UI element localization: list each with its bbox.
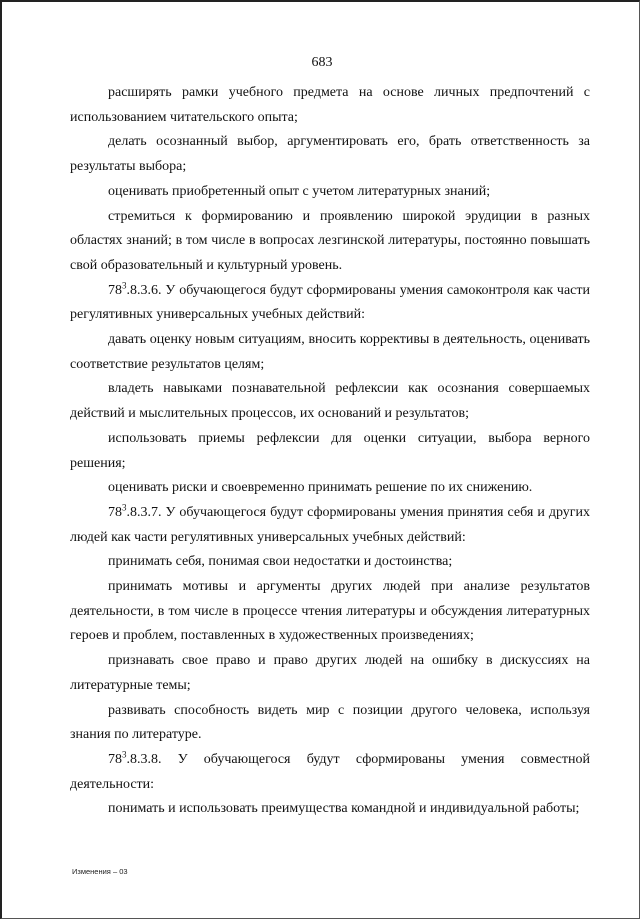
paragraph: понимать и использовать преимущества командной и индивидуальной работы; xyxy=(108,801,580,817)
paragraph: стремиться к формированию и проявлению широкой эрудиции в разных областях знаний; в том числе в вопросах лезгинской литературы, постоянно повышать свой образовательный и культурный уровень. xyxy=(70,208,590,273)
section-number: 78 xyxy=(108,751,122,767)
paragraph: использовать приемы рефлексии для оценки ситуации, выбора верного решения; xyxy=(70,430,590,471)
body-text xyxy=(70,81,590,822)
paragraph: оценивать риски и своевременно принимать решение по их снижению. xyxy=(108,480,533,496)
paragraph-section-heading: $78^3.8.3.8$. У обучающегося будут сформированы умения совместной деятельности: xyxy=(70,749,590,792)
section-number: 78 xyxy=(108,282,122,298)
page-number: 683 xyxy=(311,55,333,70)
section-number: 78 xyxy=(108,504,122,520)
paragraph: оценивать приобретенный опыт с учетом литературных знаний; xyxy=(108,183,491,199)
paragraph: владеть навыками познавательной рефлексии как осознания совершаемых действий и мыслительных процессов, их оснований и результатов; xyxy=(70,381,590,422)
section-number-superscript: 3 xyxy=(122,749,127,760)
section-number-superscript: 3 xyxy=(122,279,127,290)
paragraph: расширять рамки учебного предмета на основе личных предпочтений с использованием читательского опыта; xyxy=(70,85,590,125)
revision-footer: Изменения – 03 xyxy=(72,867,128,876)
paragraph: принимать себя, понимая свои недостатки и достоинства; xyxy=(108,554,453,570)
paragraph: давать оценку новым ситуациям, вносить коррективы в деятельность, оценивать соответствие результатов целям; xyxy=(70,332,590,372)
paragraph-section-heading: $78^3.8.3.7$. У обучающегося будут сформированы умения принятия себя и других людей как части регулятивных универсальных учебных действий: xyxy=(70,502,590,545)
paragraph-section-heading: $78^3.8.3.6$. У обучающегося будут сформированы умения самоконтроля как части регулятивных универсальных учебных действий: xyxy=(70,279,590,323)
paragraph: развивать способность видеть мир с позиции другого человека, используя знания по литературе. xyxy=(70,702,590,743)
paragraph: принимать мотивы и аргументы других людей при анализе результатов деятельности, в том числе в процессе чтения литературы и обсуждения литературных героев и проблем, поставленных в художественных произведениях; xyxy=(70,579,590,644)
paragraph: признавать свое право и право других людей на ошибку в дискуссиях на литературные темы; xyxy=(70,653,590,693)
section-number-superscript: 3 xyxy=(122,502,127,513)
paragraph: делать осознанный выбор, аргументировать его, брать ответственность за результаты выбора; xyxy=(70,134,590,175)
